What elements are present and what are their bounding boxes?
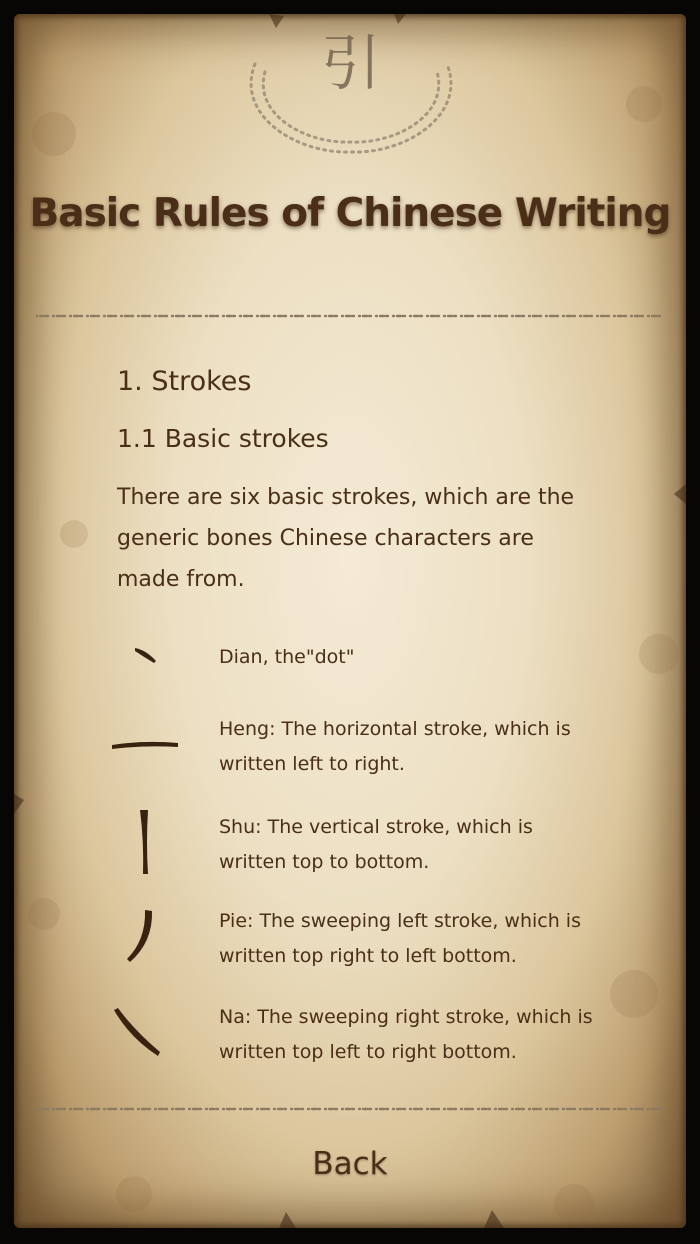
heng-stroke-icon (104, 728, 188, 764)
back-button[interactable]: Back (312, 1146, 388, 1182)
shu-stroke-icon (104, 808, 188, 878)
pie-stroke-icon (104, 908, 188, 966)
bottom-divider (36, 1102, 664, 1116)
seal-character: 引 (321, 29, 381, 99)
stroke-description: Pie: The sweeping left stroke, which is written top right to left bottom. (219, 910, 581, 967)
intro-paragraph: There are six basic strokes, which are the generic bones Chinese characters are made from. (117, 485, 575, 592)
stroke-description: Na: The sweeping right stroke, which is written top left to right bottom. (219, 1006, 593, 1063)
stroke-description: Dian, the"dot" (219, 646, 355, 668)
na-stroke-icon (104, 1004, 188, 1060)
top-divider (36, 309, 664, 323)
dian-stroke-icon (104, 636, 188, 676)
page-title: Basic Rules of Chinese Writing (29, 191, 671, 236)
subsection-heading: 1.1 Basic strokes (117, 424, 329, 453)
section-heading: 1. Strokes (117, 366, 252, 397)
stroke-description: Heng: The horizontal stroke, which is written left to right. (219, 718, 571, 775)
stroke-description: Shu: The vertical stroke, which is written top to bottom. (219, 816, 533, 873)
